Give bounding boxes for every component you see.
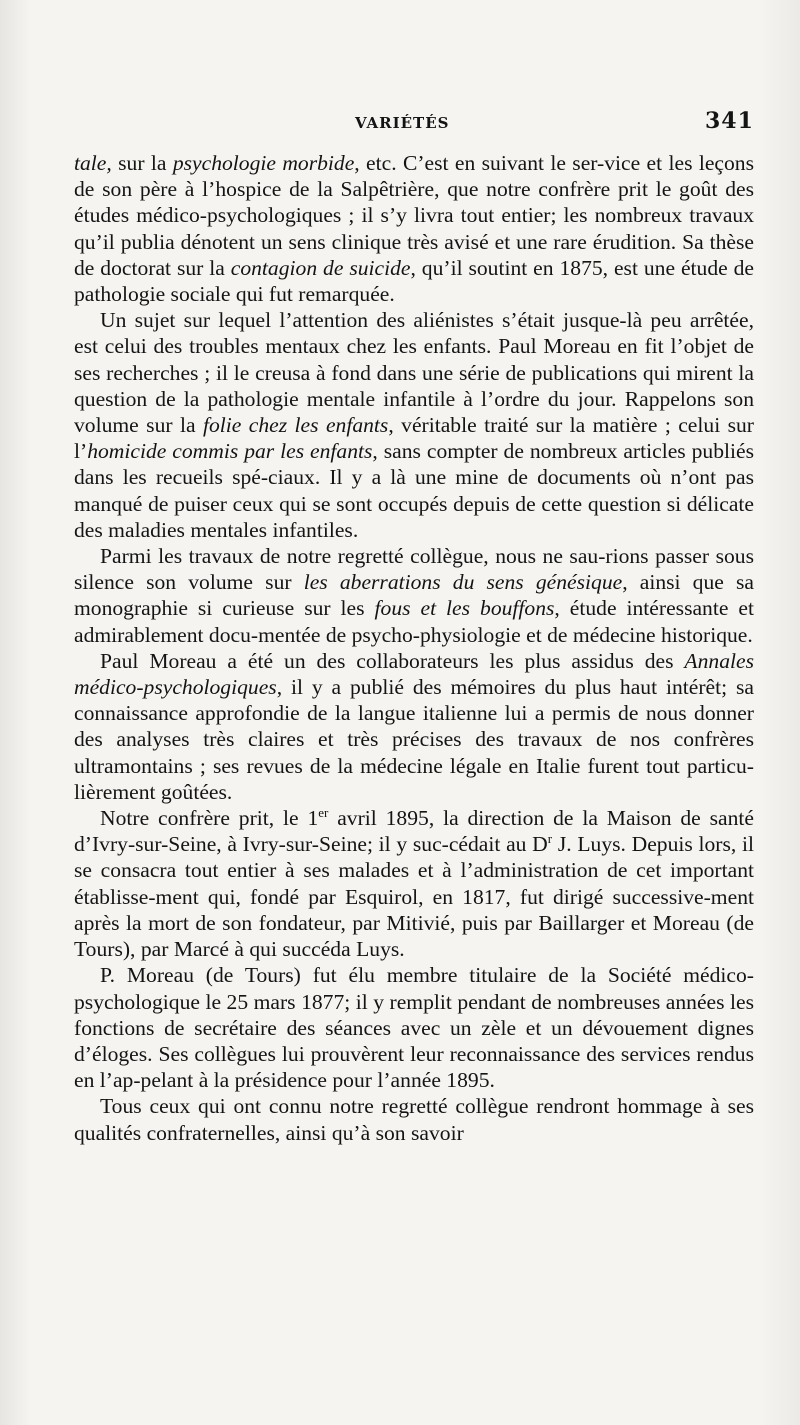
italic-run: Annales médico-psychologiques [74, 648, 754, 700]
text-run: Un sujet sur lequel l’attention des aliénistes s’était jusque-là peu arrêtée, est celui des troubles mentaux chez les enfants. Paul Moreau en fit l’objet de ses recherches ; il le creusa à fond dans une série de publications qui mirent la question de la pathologie mentale infantile à l’ordre du jour. Rappelons son volume sur la [74, 308, 754, 438]
paragraph [74, 962, 754, 1093]
italic-run: contagion de suicide [230, 255, 411, 280]
running-head: VARIÉTÉS [355, 114, 450, 132]
superscript-run: er [318, 804, 329, 820]
paragraph [74, 1093, 754, 1145]
text-run: Tous ceux qui ont connu notre regretté collègue rendront hommage à ses qualités confraternelles, ainsi qu’à son savoir [74, 1094, 754, 1145]
paragraph [74, 150, 754, 307]
italic-run: les aberrations du sens génésique [303, 570, 623, 595]
text-run: J. Luys. Depuis lors, il se consacra tout entier à ses malades et à l’administration de cet important établisse-ment qui, fondé par Esquirol, en 1817, fut dirigé successive-ment après la mort de son fondateur, par Mitivié, puis par Baillarger et Moreau (de Tours), par Marcé à qui succéda Luys. [74, 832, 754, 962]
text-run: , véritable traité sur la matière ; celui sur l’ [74, 413, 754, 464]
text-run: , ainsi que sa monographie si curieuse sur les [74, 570, 754, 621]
body-text [74, 150, 754, 1146]
paragraph [74, 648, 754, 805]
text-run: Parmi les travaux de notre regretté collègue, nous ne sau-rions passer sous silence son volume sur [74, 544, 754, 595]
italic-run: homicide commis par les enfants [87, 439, 373, 464]
text-run: Notre confrère prit, le 1 [100, 806, 319, 831]
text-run: P. Moreau (de Tours) fut élu membre titulaire de la Société médico-psychologique le 25 mars 1877; il y remplit pendant de nombreuses années les fonctions de secrétaire des séances avec un zèle et un dévouement dignes d’éloges. Ses collègues lui prouvèrent leur reconnaissance des services rendus en l’ap-pelant à la présidence pour l’année 1895. [74, 963, 754, 1093]
text-run: , etc. C’est en suivant le ser-vice et les leçons de son père à l’hospice de la Salpêtrière, que notre confrère prit le goût des études médico-psychologiques ; il s’y livra tout entier; les nombreux travaux qu’il publia dénotent un sens clinique très avisé et une rare érudition. Sa thèse de doctorat sur la [74, 151, 754, 280]
paragraph [74, 805, 754, 962]
text-run: sur la [111, 151, 173, 175]
paragraph [74, 543, 754, 648]
text-run: Paul Moreau a été un des collaborateurs les plus assidus des [100, 648, 685, 673]
superscript-run: r [547, 831, 553, 847]
page-header [0, 108, 800, 148]
text-run: , sans compter de nombreux articles publiés dans les recueils spé-ciaux. Il y a là une mine de documents où n’ont pas manqué de puiser ceux qui se sont occupés depuis de cette question si délicate des maladies mentales infantiles. [74, 439, 754, 542]
italic-run: fous et les bouffons [374, 596, 555, 621]
italic-run: psychologie morbide [172, 151, 355, 175]
italic-run: tale, [74, 151, 112, 175]
paragraph [74, 307, 754, 543]
page-number: 341 [705, 108, 754, 134]
italic-run: folie chez les enfants [202, 413, 389, 438]
text-run: avril 1895, la direction de la Maison de santé d’Ivry-sur-Seine, à Ivry-sur-Seine; il y suc-cédait au D [74, 806, 754, 857]
text-run: , étude intéressante et admirablement docu-mentée de psycho-physiologie et de médecine historique. [74, 596, 754, 647]
text-run: , qu’il soutint en 1875, est une étude de pathologie sociale qui fut remarquée. [74, 255, 755, 307]
text-run: , il y a publié des mémoires du plus haut intérêt; sa connaissance approfondie de la langue italienne lui a permis de nous donner des analyses très claires et très précises des travaux de nos confrères ultramontains ; ses revues de la médecine légale en Italie furent tout particu-lièrement goûtées. [74, 675, 754, 804]
